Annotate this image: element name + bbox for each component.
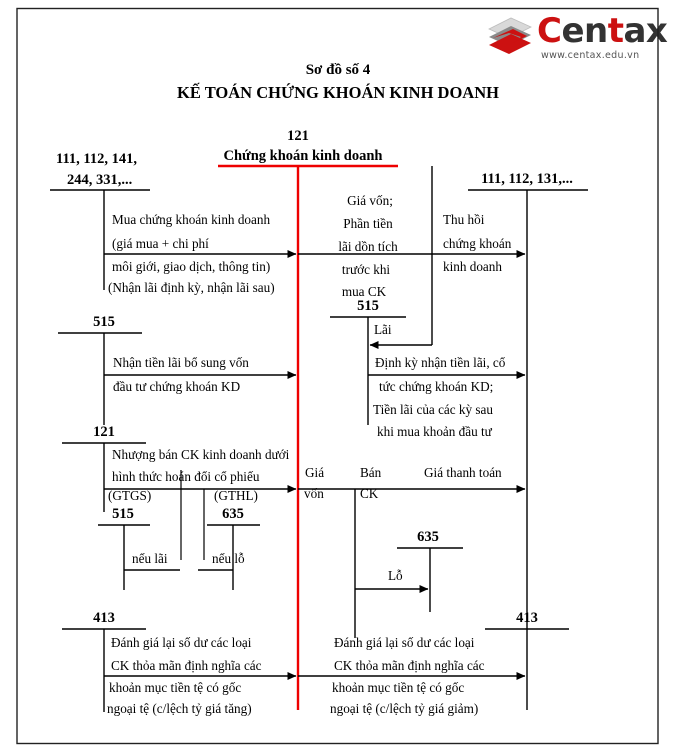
page-title: KẾ TOÁN CHỨNG KHOÁN KINH DOANH bbox=[177, 83, 499, 102]
right-account-413-label: 413 bbox=[516, 610, 538, 626]
entry-cost-line2: Phần tiền bbox=[343, 216, 393, 231]
entry-sell-cost-line2: vốn bbox=[304, 486, 324, 501]
entry-revalue-up-line3: khoản mục tiền tệ có gốc bbox=[109, 680, 242, 695]
entry-if-profit-label: nếu lãi bbox=[132, 551, 168, 566]
entry-cost-line3: lãi dồn tích bbox=[338, 239, 398, 254]
entry-buy-line1: Mua chứng khoán kinh doanh bbox=[112, 212, 271, 227]
entry-revalue-down-line4: ngoại tệ (c/lệch tỷ giá giảm) bbox=[330, 701, 479, 716]
right-account-635-label: 635 bbox=[417, 529, 439, 545]
left-account-111-line1: 111, 112, 141, bbox=[56, 151, 137, 167]
sub-account-635-label: 635 bbox=[222, 506, 244, 522]
logo-part-1: C bbox=[537, 11, 562, 51]
entry-settlement-label: Giá thanh toán bbox=[424, 465, 502, 480]
entry-swap-line1: Nhượng bán CK kinh doanh dưới bbox=[112, 447, 290, 462]
entry-revalue-up-line1: Đánh giá lại số dư các loại bbox=[111, 635, 252, 650]
entry-interest-capital-line1: Nhận tiền lãi bổ sung vốn bbox=[113, 355, 249, 370]
entry-if-loss-label: nếu lỗ bbox=[212, 551, 245, 566]
right-account-515-label: 515 bbox=[357, 298, 379, 314]
entry-periodic-line3: Tiền lãi của các kỳ sau bbox=[373, 402, 493, 417]
entry-profit-label: Lãi bbox=[374, 322, 392, 337]
entry-recover-line1: Thu hồi bbox=[443, 212, 485, 227]
logo-part-3: t bbox=[607, 11, 624, 51]
logo-url: www.centax.edu.vn bbox=[541, 50, 640, 61]
entry-sell-ck-line1: Bán bbox=[360, 465, 382, 480]
left-account-111-line2: 244, 331,... bbox=[67, 172, 133, 188]
entry-sell-cost-line1: Giá bbox=[305, 465, 325, 480]
entry-buy-line3: môi giới, giao dịch, thông tin) bbox=[112, 259, 271, 274]
right-account-111-131-label: 111, 112, 131,... bbox=[481, 171, 573, 187]
entry-buy-line4: (Nhận lãi định kỳ, nhận lãi sau) bbox=[108, 280, 275, 295]
sub-account-515-label: 515 bbox=[112, 506, 134, 522]
entry-revalue-down-line1: Đánh giá lại số dư các loại bbox=[334, 635, 475, 650]
left-account-515-label: 515 bbox=[93, 314, 115, 330]
entry-periodic-line1: Định kỳ nhận tiền lãi, cổ bbox=[375, 355, 506, 370]
entry-cost-line1: Giá vốn; bbox=[347, 193, 393, 208]
entry-revalue-up-line4: ngoại tệ (c/lệch tỷ giá tăng) bbox=[107, 701, 252, 716]
entry-periodic-line2: tức chứng khoán KD; bbox=[379, 379, 494, 394]
center-account-name: Chứng khoán kinh doanh bbox=[223, 148, 383, 164]
entry-revalue-down-line3: khoản mục tiền tệ có gốc bbox=[332, 680, 465, 695]
logo-part-4: ax bbox=[623, 11, 668, 51]
entry-revalue-down-line2: CK thỏa mãn định nghĩa các bbox=[334, 658, 485, 673]
entry-revalue-up-line2: CK thỏa mãn định nghĩa các bbox=[111, 658, 262, 673]
entry-loss-label: Lỗ bbox=[388, 568, 403, 583]
sub-label-gtgs: (GTGS) bbox=[108, 488, 152, 503]
left-account-121-label: 121 bbox=[93, 424, 115, 440]
entry-sell-ck-line2: CK bbox=[360, 486, 379, 501]
entry-interest-capital-line2: đầu tư chứng khoán KD bbox=[113, 379, 241, 394]
page-border bbox=[17, 9, 658, 744]
entry-buy-line2: (giá mua + chi phí bbox=[112, 236, 209, 251]
entry-cost-line5: mua CK bbox=[341, 284, 387, 299]
logo-part-2: en bbox=[561, 11, 608, 51]
entry-recover-line2: chứng khoán bbox=[443, 236, 512, 251]
entry-swap-line2: hình thức hoán đổi cổ phiếu bbox=[112, 469, 260, 484]
diagram-subtitle: Sơ đồ số 4 bbox=[305, 62, 371, 78]
left-account-413-label: 413 bbox=[93, 610, 115, 626]
entry-recover-line3: kinh doanh bbox=[443, 259, 502, 274]
sub-label-gthl: (GTHL) bbox=[214, 488, 258, 503]
entry-periodic-line4: khi mua khoản đầu tư bbox=[377, 424, 492, 439]
entry-cost-line4: trước khi bbox=[341, 262, 391, 277]
center-account-number: 121 bbox=[287, 128, 309, 144]
